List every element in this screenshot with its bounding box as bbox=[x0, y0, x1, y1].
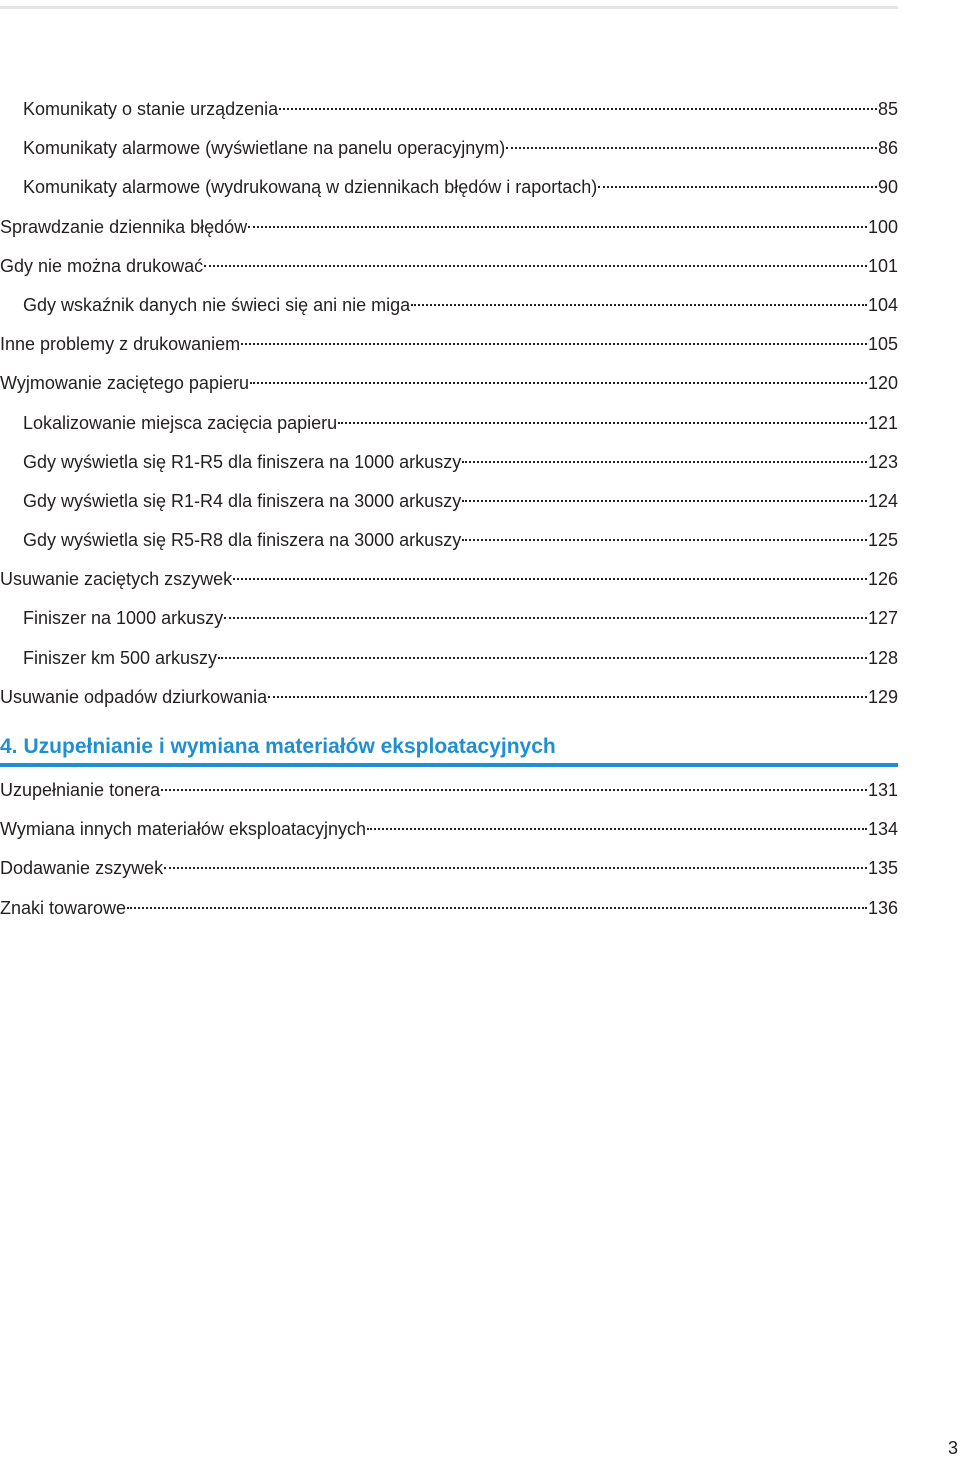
toc-entry-page: 123 bbox=[867, 451, 898, 472]
toc-entry-page: 127 bbox=[867, 608, 898, 629]
dot-leader bbox=[411, 304, 867, 306]
top-rule bbox=[0, 6, 898, 9]
toc-group-a bbox=[0, 90, 898, 717]
toc-entry[interactable] bbox=[0, 404, 898, 443]
toc-entry-label: Komunikaty o stanie urządzenia bbox=[23, 99, 279, 119]
dot-leader bbox=[161, 789, 867, 791]
toc-entry-label: Gdy wyświetla się R5-R8 dla finiszera na 3000 arkuszy bbox=[23, 530, 462, 551]
toc-entry-label: Wymiana innych materiałów eksploatacyjnych bbox=[0, 819, 366, 840]
toc-entry[interactable] bbox=[0, 247, 898, 286]
dot-leader bbox=[248, 226, 867, 228]
toc-entry-page: 120 bbox=[867, 373, 898, 394]
toc-entry[interactable] bbox=[0, 325, 898, 364]
toc-entry-page: 134 bbox=[867, 819, 898, 840]
toc-entry[interactable] bbox=[0, 129, 898, 168]
dot-leader bbox=[268, 696, 867, 698]
chapter-number: 4. bbox=[0, 735, 18, 758]
toc-entry[interactable] bbox=[0, 889, 898, 928]
toc-entry-page: 105 bbox=[867, 334, 898, 355]
page-number: 3 bbox=[948, 1438, 959, 1458]
toc-group-b bbox=[0, 771, 898, 928]
dot-leader bbox=[462, 461, 867, 463]
toc-entry[interactable] bbox=[0, 771, 898, 810]
toc-entry-page: 129 bbox=[867, 686, 898, 707]
toc-entry-label: Wyjmowanie zaciętego papieru bbox=[0, 373, 249, 394]
toc-entry-label: Lokalizowanie miejsca zacięcia papieru bbox=[23, 412, 338, 433]
toc-entry[interactable] bbox=[0, 208, 898, 247]
dot-leader bbox=[279, 108, 877, 110]
toc-entry-label: Gdy nie można drukować bbox=[0, 255, 204, 276]
toc-entry-label: Sprawdzanie dziennika błędów bbox=[0, 216, 248, 237]
toc-entry[interactable] bbox=[0, 90, 898, 129]
dot-leader bbox=[233, 578, 867, 580]
chapter-heading[interactable] bbox=[0, 719, 898, 767]
toc-entry[interactable] bbox=[0, 521, 898, 560]
toc-entry[interactable] bbox=[0, 168, 898, 207]
dot-leader bbox=[224, 617, 867, 619]
table-of-contents bbox=[0, 90, 898, 928]
toc-entry-page: 125 bbox=[867, 530, 898, 551]
toc-entry[interactable] bbox=[0, 482, 898, 521]
toc-entry-label: Gdy wskaźnik danych nie świeci się ani nie miga bbox=[23, 294, 411, 315]
toc-entry-label: Komunikaty alarmowe (wyświetlane na panelu operacyjnym) bbox=[23, 138, 506, 159]
toc-entry-page: 136 bbox=[867, 897, 898, 918]
toc-entry-label: Dodawanie zszywek bbox=[0, 858, 164, 879]
toc-entry-page: 90 bbox=[877, 177, 898, 198]
toc-entry[interactable] bbox=[0, 364, 898, 403]
dot-leader bbox=[338, 422, 867, 424]
toc-entry-label: Uzupełnianie tonera bbox=[0, 780, 161, 800]
toc-entry-label: Usuwanie zaciętych zszywek bbox=[0, 569, 233, 590]
toc-entry[interactable] bbox=[0, 443, 898, 482]
dot-leader bbox=[164, 867, 867, 869]
toc-entry[interactable] bbox=[0, 599, 898, 638]
dot-leader bbox=[250, 382, 867, 384]
toc-entry-page: 85 bbox=[877, 99, 898, 119]
toc-entry[interactable] bbox=[0, 639, 898, 678]
toc-entry-page: 104 bbox=[867, 294, 898, 315]
toc-entry-page: 124 bbox=[867, 490, 898, 511]
toc-entry-label: Znaki towarowe bbox=[0, 897, 127, 918]
toc-entry-label: Gdy wyświetla się R1-R5 dla finiszera na 1000 arkuszy bbox=[23, 451, 462, 472]
dot-leader bbox=[462, 539, 867, 541]
toc-entry[interactable] bbox=[0, 286, 898, 325]
toc-entry[interactable] bbox=[0, 678, 898, 717]
toc-entry-label: Gdy wyświetla się R1-R4 dla finiszera na 3000 arkuszy bbox=[23, 490, 462, 511]
toc-entry-page: 101 bbox=[867, 255, 898, 276]
dot-leader bbox=[598, 186, 877, 188]
dot-leader bbox=[204, 265, 867, 267]
toc-entry[interactable] bbox=[0, 560, 898, 599]
dot-leader bbox=[462, 500, 867, 502]
chapter-title: Uzupełnianie i wymiana materiałów eksploatacyjnych bbox=[23, 735, 556, 758]
toc-entry-page: 100 bbox=[867, 216, 898, 237]
toc-entry-page: 128 bbox=[867, 647, 898, 668]
dot-leader bbox=[218, 657, 867, 659]
toc-entry-label: Finiszer na 1000 arkuszy bbox=[23, 608, 224, 629]
dot-leader bbox=[367, 828, 867, 830]
toc-entry-label: Inne problemy z drukowaniem bbox=[0, 334, 241, 355]
toc-entry-page: 126 bbox=[867, 569, 898, 590]
toc-entry[interactable] bbox=[0, 810, 898, 849]
toc-entry-page: 86 bbox=[877, 138, 898, 159]
toc-entry-label: Komunikaty alarmowe (wydrukowaną w dziennikach błędów i raportach) bbox=[23, 177, 598, 198]
toc-entry-page: 121 bbox=[867, 412, 898, 433]
dot-leader bbox=[127, 907, 867, 909]
dot-leader bbox=[506, 147, 877, 149]
toc-entry[interactable] bbox=[0, 849, 898, 888]
toc-entry-page: 131 bbox=[867, 780, 898, 800]
toc-entry-label: Finiszer km 500 arkuszy bbox=[23, 647, 218, 668]
dot-leader bbox=[241, 343, 867, 345]
toc-entry-page: 135 bbox=[867, 858, 898, 879]
toc-entry-label: Usuwanie odpadów dziurkowania bbox=[0, 686, 268, 707]
